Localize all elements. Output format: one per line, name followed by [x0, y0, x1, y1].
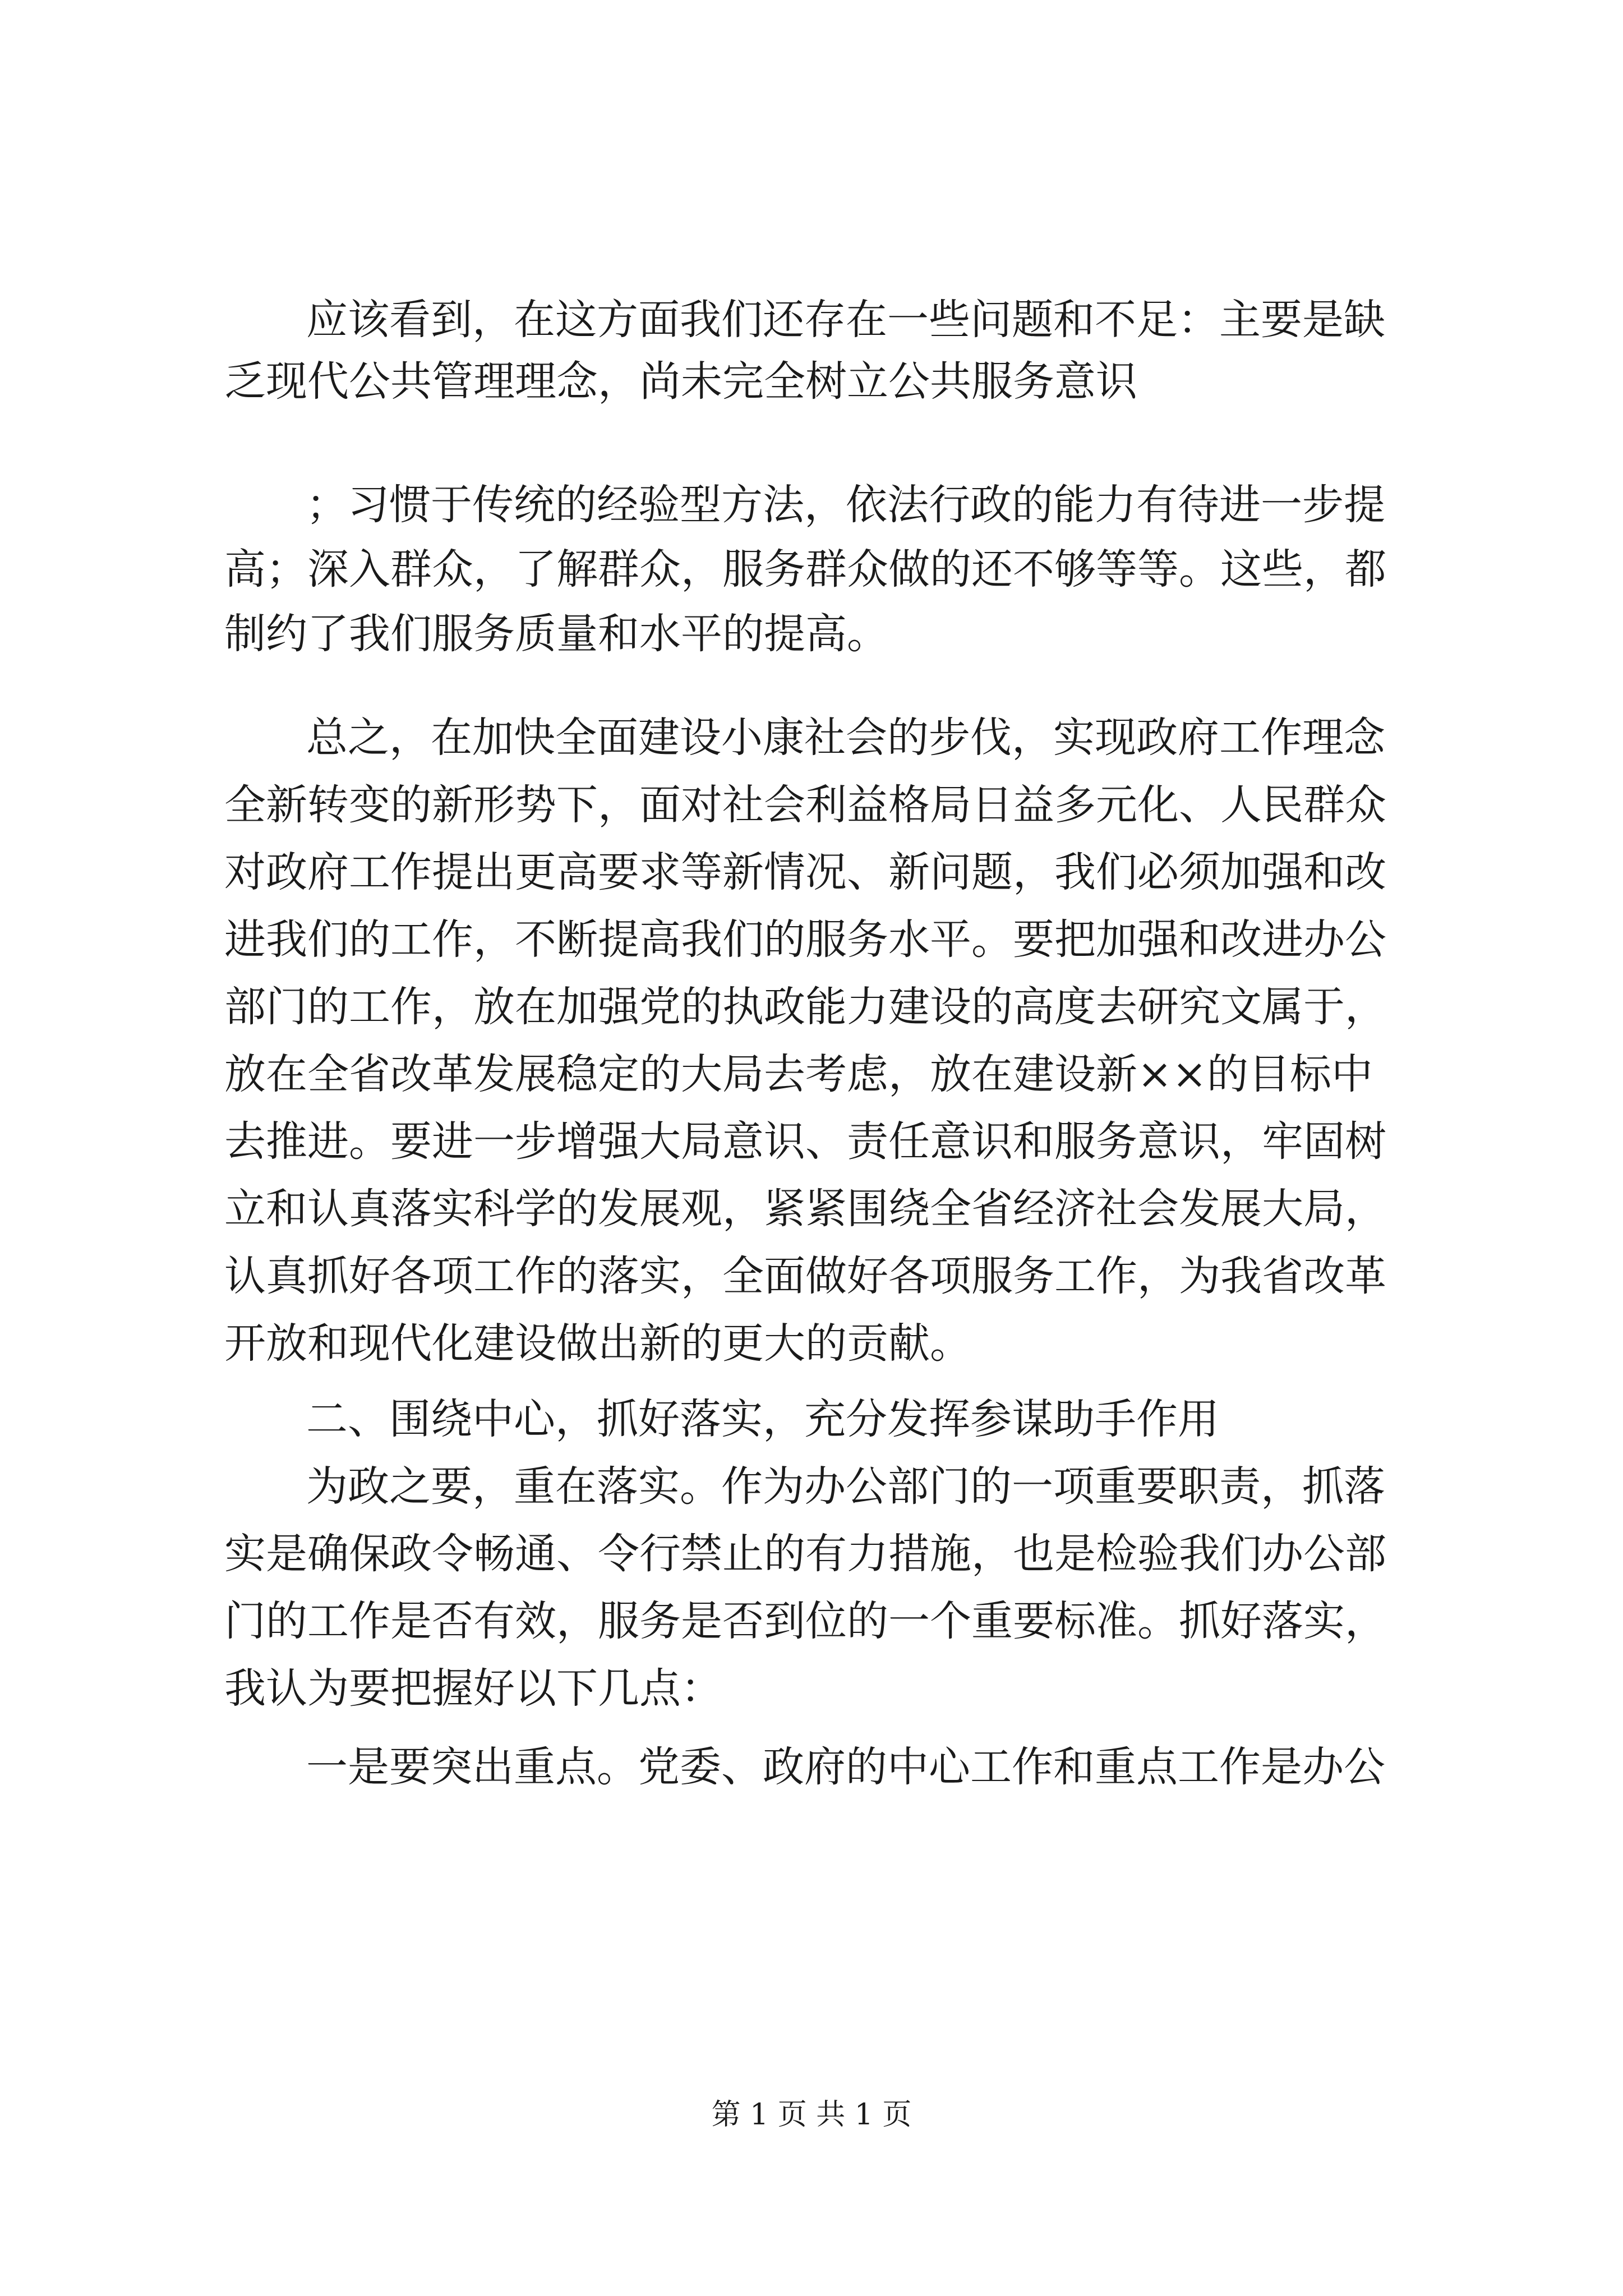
- text-line-1: 应该看到，在这方面我们还存在一些问题和不足：主要是缺: [306, 296, 1385, 344]
- text-line-5: 制约了我们服务质量和水平的提高。: [224, 610, 888, 658]
- text-line-15: 开放和现代化建设做出新的更大的贡献。: [224, 1319, 971, 1368]
- text-line-13: 立和认真落实科学的发展观，紧紧围绕全省经济社会发展大局，: [224, 1185, 1386, 1233]
- text-line-9: 进我们的工作，不断提高我们的服务水平。要把加强和改进办公: [224, 915, 1386, 964]
- text-line-12: 去推进。要进一步增强大局意识、责任意识和服务意识，牢固树: [224, 1117, 1386, 1166]
- text-line-2: 乏现代公共管理理念，尚未完全树立公共服务意识: [224, 357, 1137, 406]
- text-line-14: 认真抓好各项工作的落实，全面做好各项服务工作，为我省改革: [224, 1252, 1386, 1300]
- text-line-10: 部门的工作，放在加强党的执政能力建设的高度去研究文属于，: [224, 983, 1386, 1031]
- text-line-7: 全新转变的新形势下，面对社会利益格局日益多元化、人民群众: [224, 781, 1386, 829]
- text-line-8: 对政府工作提出更高要求等新情况、新问题，我们必须加强和改: [224, 848, 1386, 896]
- text-line-11: 放在全省改革发展稳定的大局去考虑，放在建设新××的目标中: [224, 1050, 1373, 1098]
- text-line-19: 门的工作是否有效，服务是否到位的一个重要标准。抓好落实，: [224, 1597, 1386, 1645]
- text-line-6: 总之，在加快全面建设小康社会的步伐，实现政府工作理念: [306, 714, 1385, 762]
- text-line-17: 为政之要，重在落实。作为办公部门的一项重要职责，抓落: [306, 1462, 1385, 1511]
- text-line-3: ；习惯于传统的经验型方法，依法行政的能力有待进一步提: [306, 481, 1385, 529]
- text-line-4: 高；深入群众，了解群众，服务群众做的还不够等等。这些，都: [224, 545, 1386, 593]
- text-line-21: 一是要突出重点。党委、政府的中心工作和重点工作是办公: [306, 1743, 1385, 1791]
- text-line-18: 实是确保政令畅通、令行禁止的有力措施，也是检验我们办公部: [224, 1530, 1386, 1578]
- section-heading: 二、围绕中心，抓好落实，充分发挥参谋助手作用: [306, 1395, 1219, 1443]
- page-number-footer: 第 1 页 共 1 页: [711, 2098, 912, 2132]
- text-line-20: 我认为要把握好以下几点：: [224, 1664, 722, 1713]
